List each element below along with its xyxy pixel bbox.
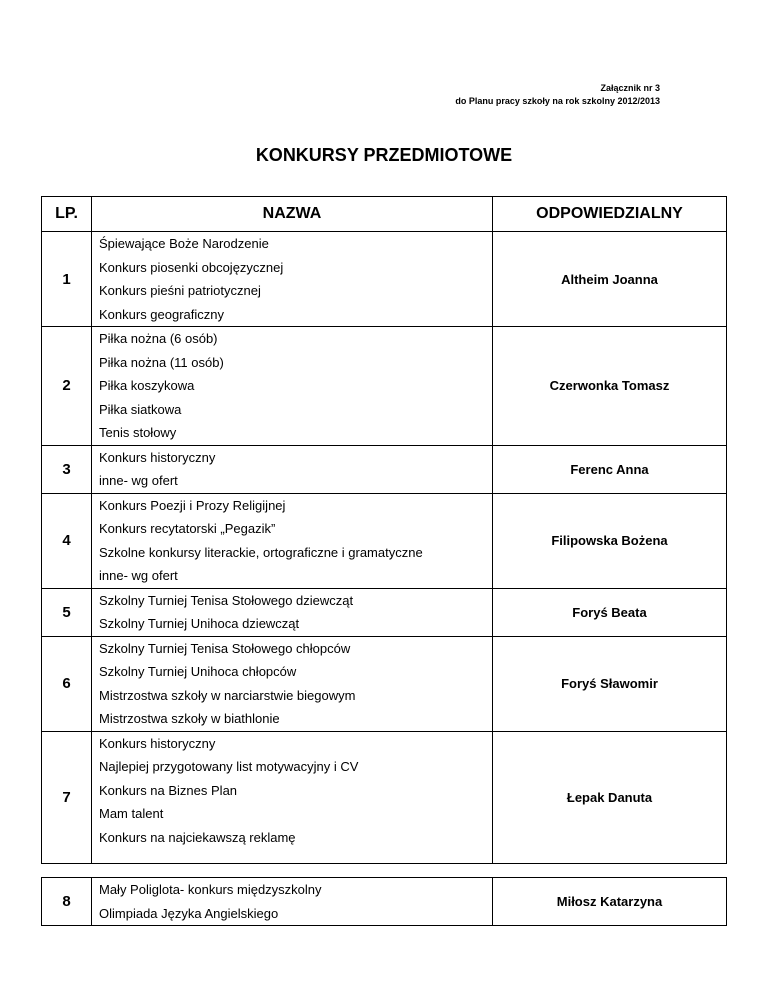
table-row — [42, 636, 727, 731]
table-row — [42, 493, 727, 588]
competition-item: Konkurs historyczny — [99, 449, 216, 465]
competition-item: Konkurs pieśni patriotycznej — [99, 283, 261, 298]
responsible-person: Ferenc Anna — [493, 445, 727, 493]
responsible-person: Foryś Beata — [493, 588, 727, 636]
responsible-person: Czerwonka Tomasz — [493, 327, 727, 446]
row-number: 1 — [42, 232, 92, 327]
responsible-person: Filipowska Bożena — [493, 493, 727, 588]
competition-list-cell — [92, 588, 493, 636]
competition-list-cell — [92, 445, 493, 493]
competition-item: Piłka koszykowa — [99, 378, 195, 393]
competition-item: Konkurs geograficzny — [99, 306, 225, 322]
competition-item: Piłka nożna (11 osób) — [99, 354, 224, 370]
competition-item: Szkolny Turniej Unihoca dziewcząt — [99, 616, 300, 631]
competition-item: Konkurs na najciekawszą reklamę — [99, 829, 296, 845]
table-row — [42, 232, 727, 327]
competition-item: Konkurs recytatorski „Pegazik” — [99, 521, 276, 536]
table-row — [42, 731, 727, 864]
responsible-person: Łepak Danuta — [493, 731, 727, 864]
page-title: KONKURSY PRZEDMIOTOWE — [255, 145, 513, 165]
competitions-table — [41, 196, 727, 864]
row-number: 2 — [42, 327, 92, 446]
row-number: 7 — [42, 731, 92, 864]
column-header-nazwa: NAZWA — [92, 197, 493, 232]
responsible-person: Foryś Sławomir — [493, 636, 727, 731]
competitions-table-continued — [41, 877, 727, 926]
row-number: 6 — [42, 636, 92, 731]
table-body — [42, 232, 727, 864]
competition-item: Mistrzostwa szkoły w narciarstwie biegowym — [99, 687, 356, 703]
competition-item: Szkolne konkursy literackie, ortograficzne i gramatyczne — [99, 544, 423, 560]
competition-list-cell — [92, 878, 493, 926]
annex-description: do Planu pracy szkoły na rok szkolny 2012/2013 — [455, 96, 660, 106]
competition-item: Konkurs piosenki obcojęzycznej — [99, 259, 284, 275]
competition-item: Konkurs na Biznes Plan — [99, 782, 238, 798]
competition-item: Śpiewające Boże Narodzenie — [99, 236, 269, 251]
competition-item: Konkurs Poezji i Prozy Religijnej — [99, 497, 286, 513]
competition-item: inne- wg ofert — [99, 568, 178, 583]
competition-item: Piłka nożna (6 osób) — [99, 331, 218, 346]
table-header-row — [42, 197, 727, 232]
competition-list-cell — [92, 232, 493, 327]
competition-item: Tenis stołowy — [99, 425, 177, 440]
row-number: 8 — [42, 878, 92, 926]
table-row — [42, 878, 727, 926]
table-body-continued — [42, 878, 727, 926]
competition-item: inne- wg ofert — [99, 473, 178, 488]
document-annotation — [455, 82, 660, 108]
competition-item: Szkolny Turniej Tenisa Stołowego chłopców — [99, 640, 351, 656]
row-number: 3 — [42, 445, 92, 493]
competition-item: Mam talent — [99, 806, 164, 821]
responsible-person: Altheim Joanna — [493, 232, 727, 327]
column-header-lp: LP. — [42, 197, 92, 232]
table-row — [42, 588, 727, 636]
competition-list-cell — [92, 493, 493, 588]
annex-number: Załącznik nr 3 — [600, 83, 660, 93]
competition-item: Mały Poliglota- konkurs międzyszkolny — [99, 882, 322, 897]
competition-item: Najlepiej przygotowany list motywacyjny i CV — [99, 759, 359, 774]
competition-item: Szkolny Turniej Tenisa Stołowego dziewcząt — [99, 592, 354, 608]
column-header-odpowiedzialny: ODPOWIEDZIALNY — [493, 197, 727, 232]
competition-item: Konkurs historyczny — [99, 735, 216, 751]
competition-item: Piłka siatkowa — [99, 401, 182, 417]
table-row — [42, 445, 727, 493]
competition-item: Mistrzostwa szkoły w biathlonie — [99, 711, 280, 726]
competition-item: Olimpiada Języka Angielskiego — [99, 905, 279, 921]
row-number: 4 — [42, 493, 92, 588]
competition-list-cell — [92, 327, 493, 446]
competition-list-cell — [92, 731, 493, 864]
responsible-person: Miłosz Katarzyna — [493, 878, 727, 926]
row-number: 5 — [42, 588, 92, 636]
competition-list-cell — [92, 636, 493, 731]
table-row — [42, 327, 727, 446]
competition-item: Szkolny Turniej Unihoca chłopców — [99, 664, 297, 679]
